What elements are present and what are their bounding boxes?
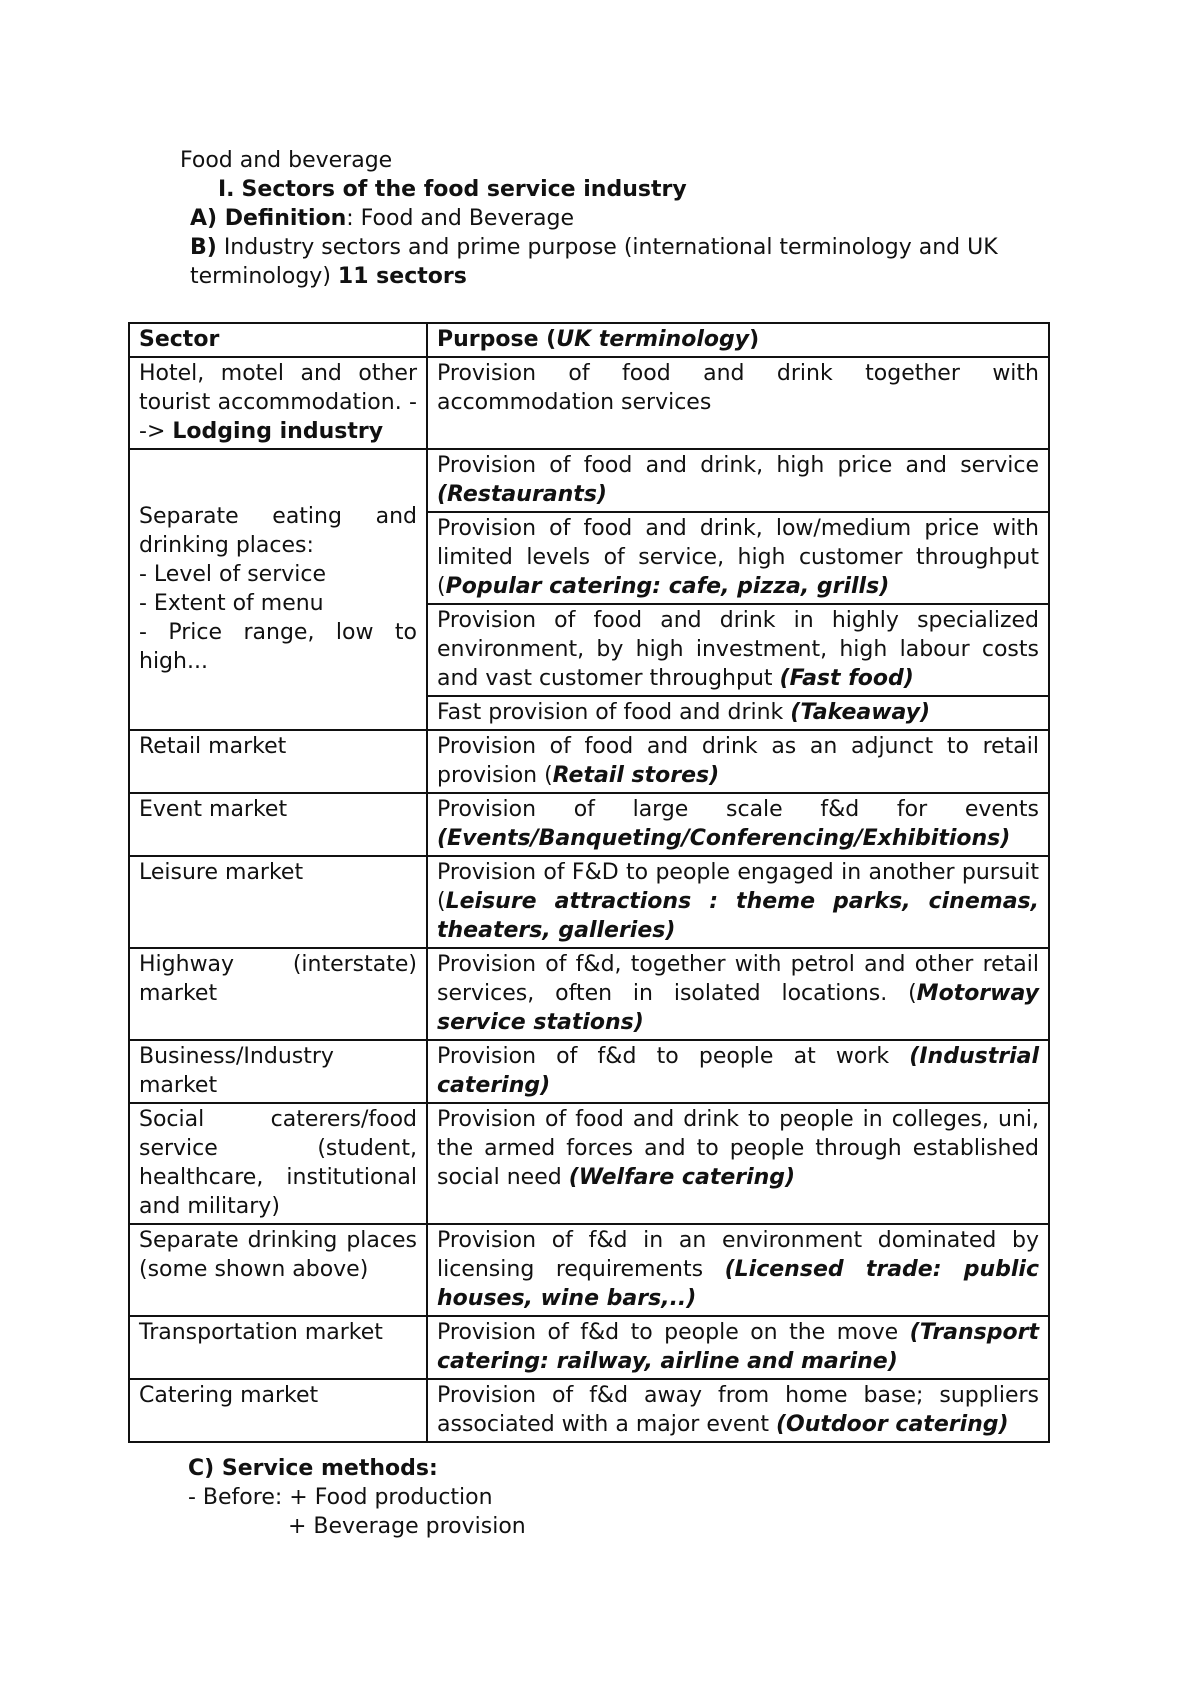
table-row <box>129 1103 1049 1224</box>
header-sector: Sector <box>129 323 427 357</box>
purpose-cell <box>427 793 1049 856</box>
header-purpose <box>427 323 1049 357</box>
purpose-text: Provision of f&d in an environment dominated by licensing requirements <box>437 1228 1039 1282</box>
table-row <box>129 1316 1049 1379</box>
sector-cell: Retail market <box>129 730 427 793</box>
table-row <box>129 1379 1049 1442</box>
sector-text: Hotel, motel and other tourist accommodation. --> <box>139 361 417 444</box>
section-title: Sectors of the food service industry <box>241 177 687 202</box>
document-footer <box>188 1454 1048 1541</box>
sector-cell: Social caterers/food service (student, healthcare, institutional and military) <box>129 1103 427 1224</box>
purpose-tag: (Fast food) <box>779 666 914 691</box>
purpose-tag: Motorway service stations) <box>437 981 1039 1035</box>
purpose-cell <box>427 696 1049 730</box>
purpose-cell <box>427 604 1049 696</box>
purpose-text: Provision of F&D to people engaged in another pursuit ( <box>437 860 1039 914</box>
purpose-text: Provision of food and drink to people in colleges, uni, the armed forces and to people through established social need <box>437 1107 1039 1190</box>
sector-cell: Leisure market <box>129 856 427 948</box>
purpose-text: Provision of f&d to people at work <box>437 1044 910 1069</box>
purpose-text: Provision of f&d to people on the move <box>437 1320 910 1345</box>
document-header <box>180 146 1060 291</box>
purpose-cell <box>427 357 1049 449</box>
table-row <box>129 856 1049 948</box>
purpose-cell <box>427 1040 1049 1103</box>
sector-cell: Transportation market <box>129 1316 427 1379</box>
purpose-text: Provision of food and drink as an adjunct to retail provision ( <box>437 734 1039 788</box>
sector-cell: Business/Industry market <box>129 1040 427 1103</box>
purpose-tag: (Takeaway) <box>790 700 931 725</box>
table-row <box>129 948 1049 1040</box>
purpose-cell <box>427 449 1049 512</box>
sector-bold: Lodging industry <box>172 419 384 444</box>
purpose-cell <box>427 1103 1049 1224</box>
purpose-text: Provision of food and drink in highly specialized environment, by high investment, high labour costs and vast customer throughput <box>437 608 1039 691</box>
purpose-text: Provision of food and drink together with accommodation services <box>437 361 1039 415</box>
purpose-cell <box>427 1379 1049 1442</box>
sector-cell: Highway (interstate) market <box>129 948 427 1040</box>
definition-text: : Food and Beverage <box>346 206 575 231</box>
purpose-cell <box>427 512 1049 604</box>
before-line: - Before: + Food production <box>188 1485 493 1510</box>
purpose-cell <box>427 856 1049 948</box>
purpose-tag: (Transport catering: railway, airline and marine) <box>437 1320 1039 1374</box>
table-row <box>129 1224 1049 1316</box>
b-text-1: Industry sectors and prime purpose (international terminology and UK <box>216 235 998 260</box>
purpose-cell <box>427 1224 1049 1316</box>
purpose-text: Provision of large scale f&d for events <box>437 797 1039 822</box>
section-heading <box>180 175 1060 204</box>
purpose-text: Fast provision of food and drink <box>437 700 791 725</box>
doc-title: Food and beverage <box>180 148 393 173</box>
purpose-tag: Leisure attractions : theme parks, cinemas, theaters, galleries) <box>437 889 1039 943</box>
purpose-tag: Popular catering: cafe, pizza, grills) <box>445 574 890 599</box>
header-purpose-end: ) <box>749 327 760 352</box>
section-number: I. <box>218 177 235 202</box>
definition-line <box>180 204 1060 233</box>
sector-count: 11 sectors <box>337 264 467 289</box>
table-header-row <box>129 323 1049 357</box>
sector-cell: Separate eating and drinking places: - Level of service - Extent of menu - Price range, low to high... <box>129 449 427 730</box>
purpose-cell <box>427 1316 1049 1379</box>
purpose-text: Provision of food and drink, high price and service <box>437 453 1039 478</box>
purpose-tag: (Welfare catering) <box>568 1165 796 1190</box>
b-text-2: terminology) <box>190 264 338 289</box>
header-purpose-text: Purpose ( <box>437 327 557 352</box>
purpose-tag: (Restaurants) <box>437 482 607 507</box>
purpose-text: Provision of food and drink, low/medium price with limited levels of service, high customer throughput ( <box>437 516 1039 599</box>
b-label: B) <box>190 235 217 260</box>
sector-cell: Event market <box>129 793 427 856</box>
table-row <box>129 449 1049 512</box>
industry-sectors-line-2 <box>180 262 1060 291</box>
sector-cell <box>129 357 427 449</box>
definition-label: A) Definition <box>190 206 347 231</box>
purpose-tag: (Licensed trade: public houses, wine bars,..) <box>437 1257 1040 1311</box>
purpose-tag: Retail stores) <box>552 763 720 788</box>
purpose-tag: (Industrial catering) <box>437 1044 1039 1098</box>
service-methods-heading: C) Service methods: <box>188 1456 438 1481</box>
header-purpose-italic: UK terminology <box>556 327 750 352</box>
purpose-text: Provision of f&d away from home base; suppliers associated with a major event <box>437 1383 1039 1437</box>
purpose-cell <box>427 730 1049 793</box>
table-row <box>129 1040 1049 1103</box>
purpose-cell <box>427 948 1049 1040</box>
table-row <box>129 730 1049 793</box>
sector-cell: Catering market <box>129 1379 427 1442</box>
purpose-tag: (Outdoor catering) <box>776 1412 1009 1437</box>
industry-sectors-line <box>180 233 1060 262</box>
table-row <box>129 793 1049 856</box>
sectors-table <box>128 322 1050 1443</box>
sector-cell: Separate drinking places (some shown above) <box>129 1224 427 1316</box>
purpose-text: Provision of f&d, together with petrol and other retail services, often in isolated locations. ( <box>437 952 1039 1006</box>
table-row <box>129 357 1049 449</box>
purpose-tag: (Events/Banqueting/Conferencing/Exhibitions) <box>437 826 1011 851</box>
beverage-line: + Beverage provision <box>288 1514 526 1539</box>
